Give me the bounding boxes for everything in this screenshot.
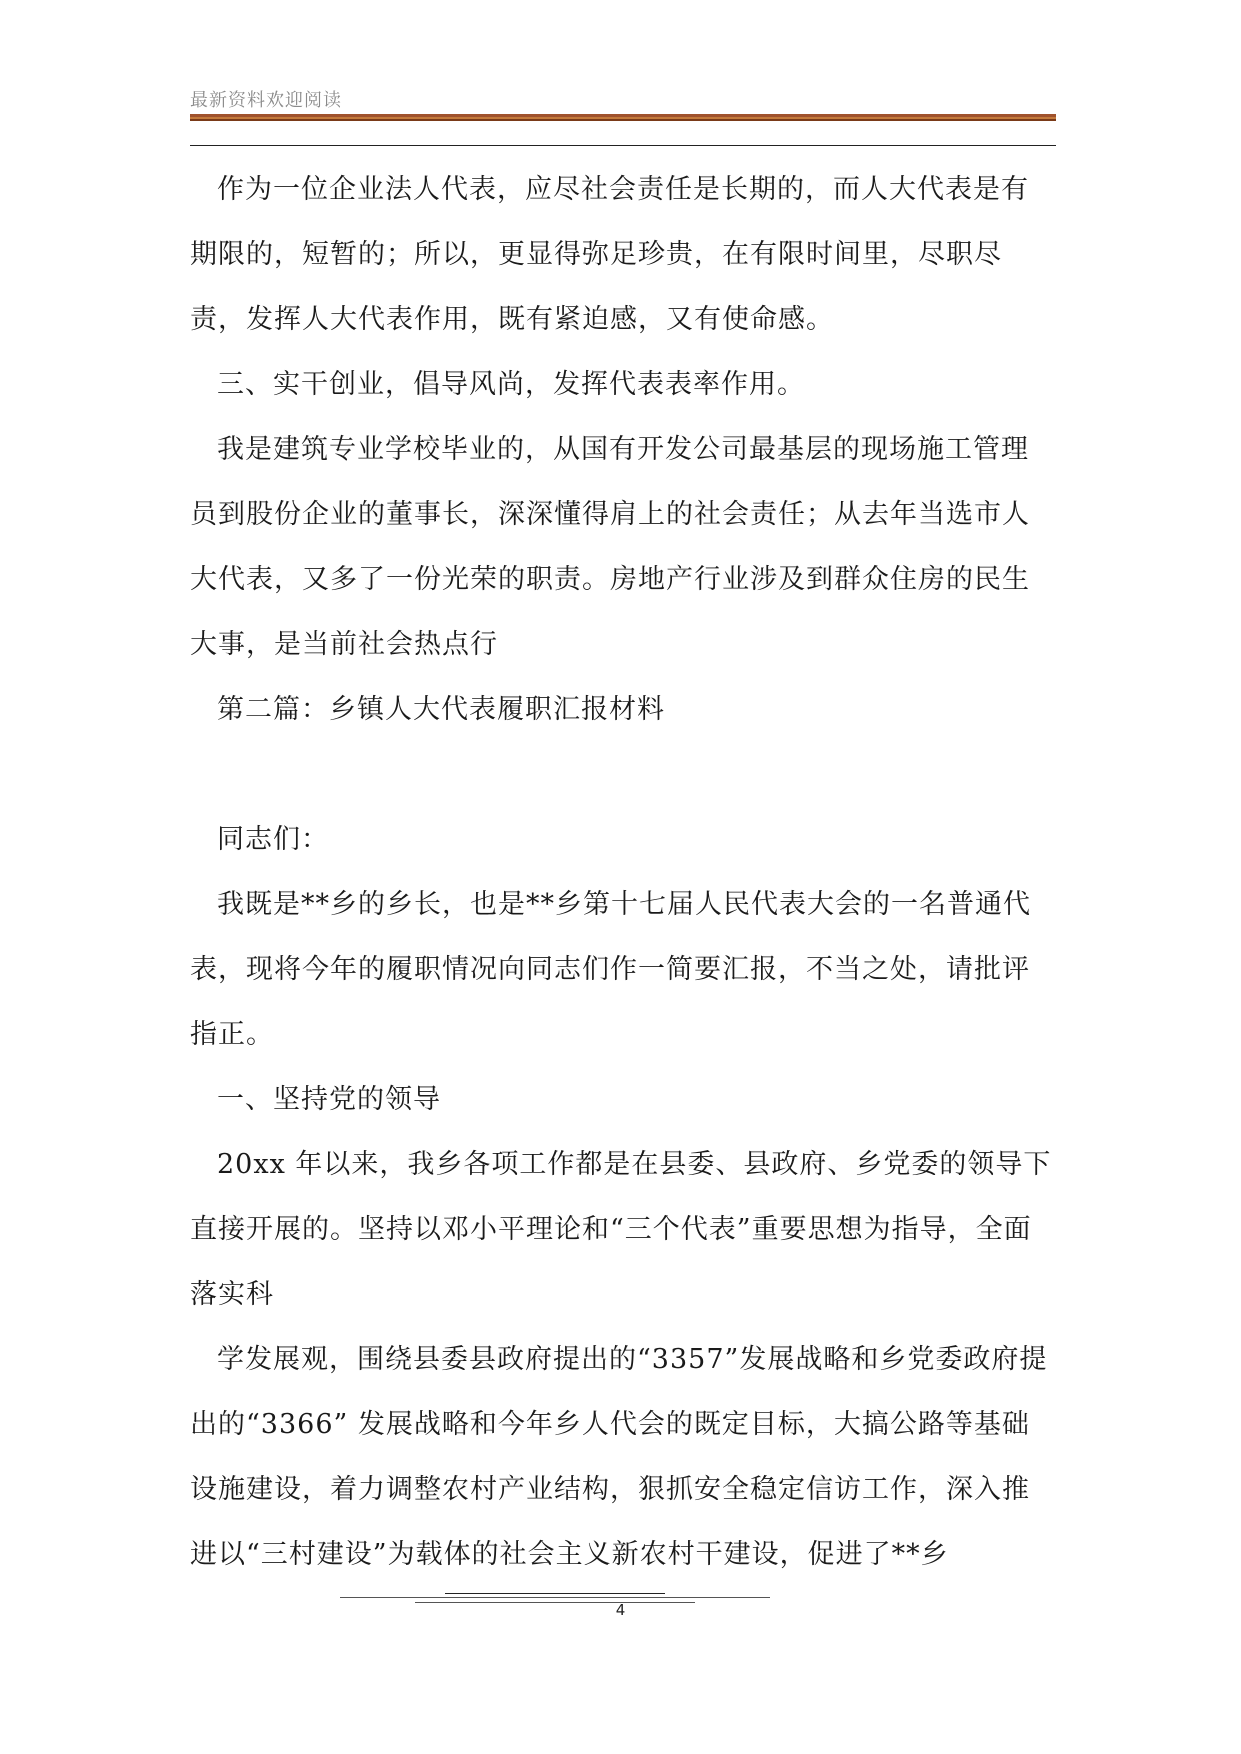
paragraph-background: 我是建筑专业学校毕业的，从国有开发公司最基层的现场施工管理员到股份企业的董事长，深深懂得肩上的社会责任；从去年当选市人大代表，又多了一份光荣的职责。房地产行业涉及到群众住房的民生大事，是当前社会热点行 [190,434,1030,660]
section-heading-one: 一、坚持党的领导 [217,1084,441,1115]
paragraph-development: 学发展观，围绕县委县政府提出的“3357”发展战略和乡党委政府提出的“3366” 发展战略和今年乡人代会的既定目标，大搞公路等基础设施建设，着力调整农村产业结构，狠抓安全稳定信访工作，深入推进以“三村建设”为载体的社会主义新农村干建设，促进了**乡 [190,1344,1048,1570]
chapter-title-second: 第二篇：乡镇人大代表履职汇报材料 [217,694,665,725]
footer-rule-outer [340,1597,770,1598]
section-heading-three: 三、实干创业，倡导风尚，发挥代表表率作用。 [217,369,805,400]
header-rule-thin [190,145,1056,146]
paragraph-introduction: 我既是**乡的乡长，也是**乡第十七届人民代表大会的一名普通代表，现将今年的履职情况向同志们作一简要汇报，不当之处，请批评指正。 [190,889,1031,1050]
blank-line [190,742,1056,807]
header-rule-decorative [190,114,1056,121]
salutation: 同志们： [217,824,329,855]
paragraph-responsibility: 作为一位企业法人代表，应尽社会责任是长期的，而人大代表是有期限的，短暂的；所以，更显得弥足珍贵，在有限时间里，尽职尽责，发挥人大代表作用，既有紧迫感，又有使命感。 [190,174,1029,335]
page-number: 4 [615,1601,626,1619]
paragraph-party-leadership: 20xx 年以来，我乡各项工作都是在县委、县政府、乡党委的领导下直接开展的。坚持以邓小平理论和“三个代表”重要思想为指导，全面落实科 [190,1149,1052,1310]
document-body [190,157,1056,1587]
page-header-title: 最新资料欢迎阅读 [190,90,342,111]
footer-rule-inner [445,1593,665,1594]
